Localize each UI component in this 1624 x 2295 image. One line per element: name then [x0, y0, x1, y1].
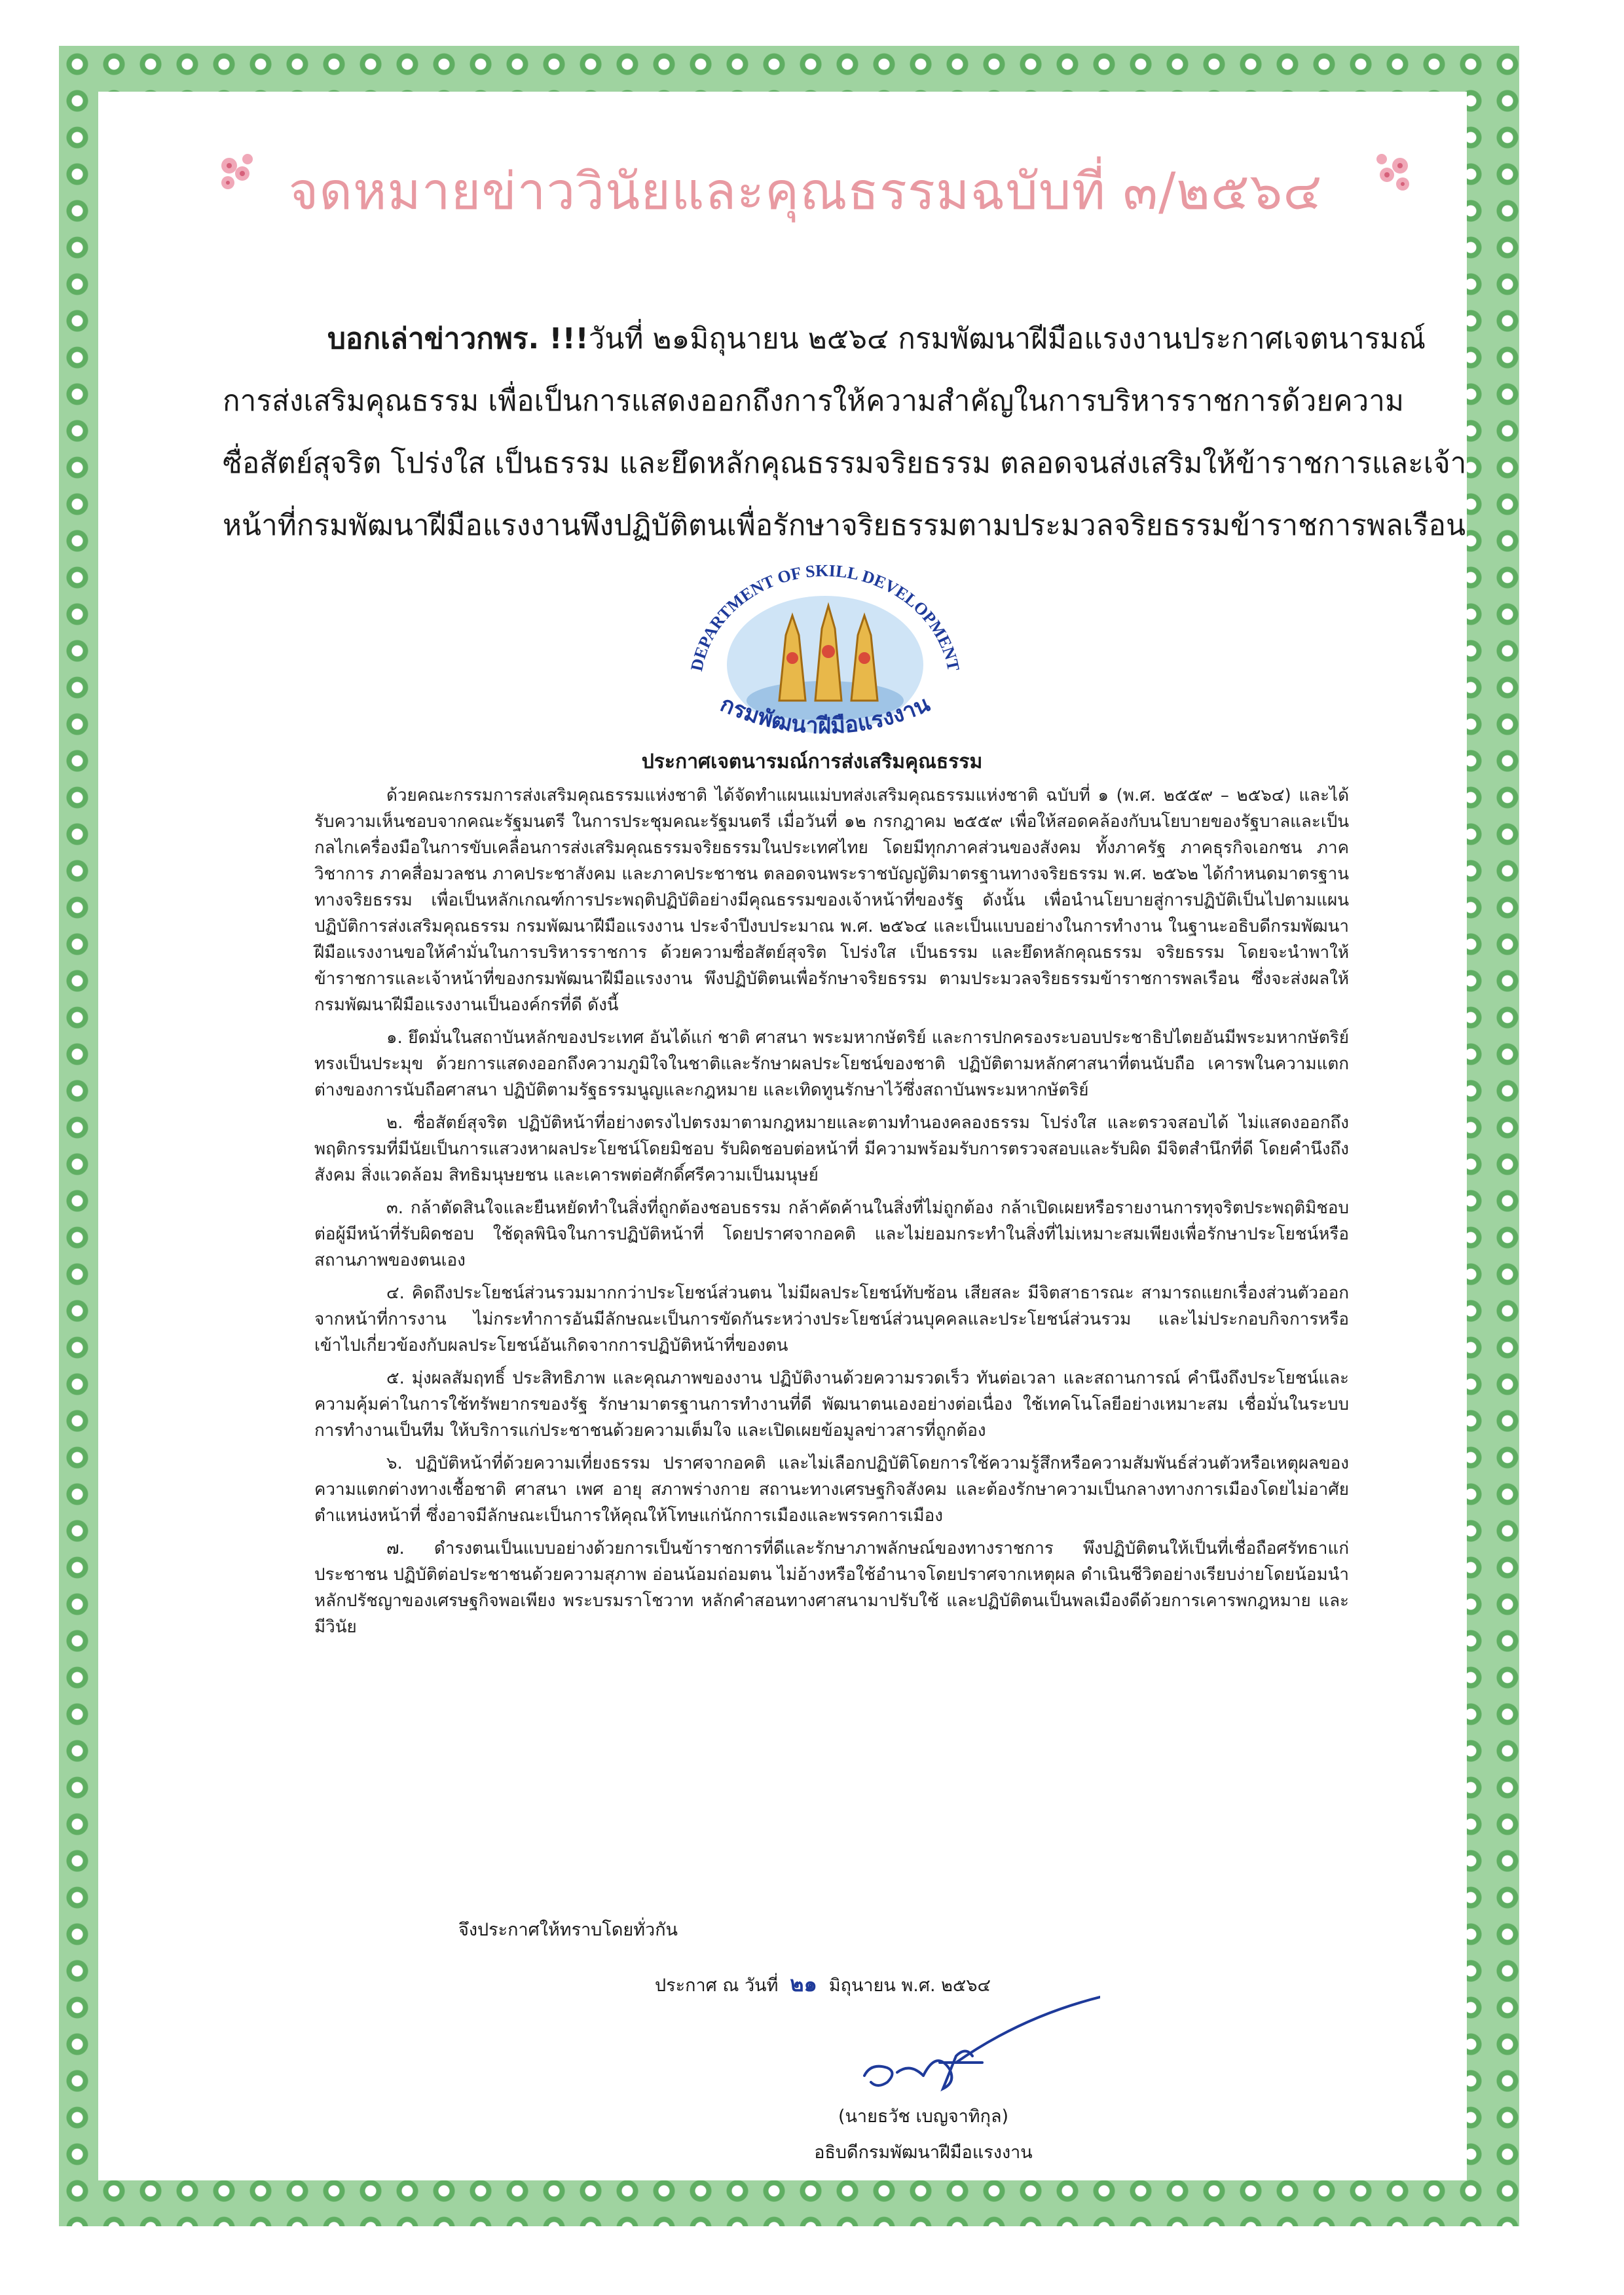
- department-emblem-logo: [661, 537, 989, 760]
- announcement-title: ประกาศเจตนารมณ์การส่งเสริมคุณธรรม: [641, 750, 983, 773]
- announcement-item-6: ๖. ปฏิบัติหน้าที่ด้วยความเที่ยงธรรม ปราศจากอคติ และไม่เลือกปฏิบัติโดยการใช้ความรู้สึกหรือความสัมพันธ์ส่วนตัวหรือเหตุผลของความแตกต่างทางเชื้อชาติ ศาสนา เพศ อายุ สภาพร่างกาย สถานะทางเศรษฐกิจสังคม และต้องรักษาความเป็นกลางทางการเมืองโดยไม่อาศัยตำแหน่งหน้าที่ ซึ่งอาจมีลักษณะเป็นการให้คุณให้โทษแก่นักการเมืองและพรรคการเมือง: [314, 1454, 1349, 1526]
- announcement-body: [314, 782, 1349, 1647]
- intro-paragraph: [223, 308, 1467, 557]
- closing-statement: จึงประกาศให้ทราบโดยทั่วกัน: [458, 1920, 678, 1940]
- svg-text:DEPARTMENT OF SKILL DEVELOPMEN: DEPARTMENT OF SKILL DEVELOPMENT: [687, 560, 963, 673]
- announcement-item-1: ๑. ยึดมั่นในสถาบันหลักของประเทศ อันได้แก่ ชาติ ศาสนา พระมหากษัตริย์ และการปกครองระบอบประชาธิปไตยอันมีพระมหากษัตริย์ทรงเป็นประมุข ด้วยการแสดงออกถึงความภูมิใจในชาติและรักษาผลประโยชน์ของชาติ ปฏิบัติตามหลักศาสนาที่ตนนับถือ เคารพในความแตกต่างของการนับถือศาสนา ปฏิบัติตามรัฐธรรมนูญและกฎหมาย และเทิดทูนรักษาไว้ซึ่งสถาบันพระมหากษัตริย์: [314, 1028, 1349, 1100]
- date-day: ๒๑: [790, 1972, 817, 1996]
- svg-text:กรมพัฒนาฝีมือแรงงาน: กรมพัฒนาฝีมือแรงงาน: [716, 691, 934, 740]
- announcement-item-5: ๕. มุ่งผลสัมฤทธิ์ ประสิทธิภาพ และคุณภาพของงาน ปฏิบัติงานด้วยความรวดเร็ว ทันต่อเวลา และสถานการณ์ คำนึงถึงประโยชน์และความคุ้มค่าในการใช้ทรัพยากรของรัฐ รักษามาตรฐานการทำงานที่ดี พัฒนาตนเองอย่างต่อเนื่อง ใช้เทคโนโลยีอย่างเหมาะสม เชื่อมั่นในระบบการทำงานเป็นทีม ให้บริการแก่ประชาชนด้วยความเต็มใจ และเปิดเผยข้อมูลข่าวสารที่ถูกต้อง: [314, 1368, 1349, 1441]
- date-suffix: มิถุนายน พ.ศ. ๒๕๖๔: [828, 1975, 991, 1996]
- handwritten-signature: [825, 1991, 1100, 2102]
- newsletter-title: จดหมายข่าววินัยและคุณธรรมฉบับที่ ๓/๒๕๖๔: [288, 162, 1323, 221]
- announcement-item-4: ๔. คิดถึงประโยชน์ส่วนรวมมากกว่าประโยชน์ส่วนตน ไม่มีผลประโยชน์ทับซ้อน เสียสละ มีจิตสาธารณะ สามารถแยกเรื่องส่วนตัวออกจากหน้าที่การงาน ไม่กระทำการอันมีลักษณะเป็นการขัดกันระหว่างประโยชน์ส่วนบุคคลและประโยชน์ส่วนรวม และไม่ประกอบกิจการหรือเข้าไปเกี่ยวข้องกับผลประโยชน์อันเกิดจากการปฏิบัติหน้าที่ของตน: [314, 1283, 1349, 1355]
- intro-text: วันที่ ๒๑มิถุนายน ๒๕๖๔ กรมพัฒนาฝีมือแรงงานประกาศเจตนารมณ์การส่งเสริมคุณธรรม เพื่อเป็นการแสดงออกถึงการให้ความสำคัญในการบริหารราชการด้วยความซื่อสัตย์สุจริต โปร่งใส เป็นธรรม และยึดหลักคุณธรรมจริยธรรม ตลอดจนส่งเสริมให้ข้าราชการและเจ้าหน้าที่กรมพัฒนาฝีมือแรงงานพึงปฏิบัติตนเพื่อรักษาจริยธรรมตามประมวลจริยธรรมข้าราชการพลเรือน: [223, 322, 1467, 542]
- signer-position: อธิบดีกรมพัฒนาฝีมือแรงงาน: [814, 2142, 1033, 2163]
- announcement-preamble: ด้วยคณะกรรมการส่งเสริมคุณธรรมแห่งชาติ ได้จัดทำแผนแม่บทส่งเสริมคุณธรรมแห่งชาติ ฉบับที่ ๑ (พ.ศ. ๒๕๕๙ – ๒๕๖๔) และได้รับความเห็นชอบจากคณะรัฐมนตรี ในการประชุมคณะรัฐมนตรี เมื่อวันที่ ๑๒ กรกฎาคม ๒๕๕๙ เพื่อให้สอดคล้องกับนโยบายของรัฐบาลและเป็นกลไกเครื่องมือในการขับเคลื่อนการส่งเสริมคุณธรรมจริยธรรมในประเทศไทย โดยมีทุกภาคส่วนของสังคม ทั้งภาครัฐ ภาคธุรกิจเอกชน ภาควิชาการ ภาคสื่อมวลชน ภาคประชาสังคม และภาคประชาชน ตลอดจนพระราชบัญญัติมาตรฐานทางจริยธรรม พ.ศ. ๒๕๖๒ ได้กำหนดมาตรฐานทางจริยธรรม เพื่อเป็นหลักเกณฑ์การประพฤติปฏิบัติอย่างมีคุณธรรมของเจ้าหน้าที่ของรัฐ ดังนั้น เพื่อนำนโยบายสู่การปฏิบัติเป็นไปตามแผนปฏิบัติการส่งเสริมคุณธรรม กรมพัฒนาฝีมือแรงงาน ประจำปีงบประมาณ พ.ศ. ๒๕๖๔ และเป็นแบบอย่างในการทำงาน ในฐานะอธิบดีกรมพัฒนาฝีมือแรงงานขอให้คำมั่นในการบริหารราชการ ด้วยความซื่อสัตย์สุจริต โปร่งใส เป็นธรรม และยึดหลักคุณธรรม จริยธรรม โดยจะนำพาให้ข้าราชการและเจ้าหน้าที่ของกรมพัฒนาฝีมือแรงงาน พึงปฏิบัติตนเพื่อรักษาจริยธรรม ตามประมวลจริยธรรมข้าราชการพลเรือน ซึ่งจะส่งผลให้กรมพัฒนาฝีมือแรงงานเป็นองค์กรที่ดี ดังนี้: [314, 786, 1349, 1015]
- intro-lead: บอกเล่าข่าวกพร. !!!: [327, 322, 589, 356]
- announcement-item-7: ๗. ดำรงตนเป็นแบบอย่างด้วยการเป็นข้าราชการที่ดีและรักษาภาพลักษณ์ของทางราชการ พึงปฏิบัติตนให้เป็นที่เชื่อถือศรัทธาแก่ประชาชน ปฏิบัติต่อประชาชนด้วยความสุภาพ อ่อนน้อมถ่อมตน ไม่อ้างหรือใช้อำนาจโดยปราศจากเหตุผล ดำเนินชีวิตอย่างเรียบง่ายโดยน้อมนำหลักปรัชญาของเศรษฐกิจพอเพียง พระบรมราโชวาท หลักคำสอนทางศาสนามาปรับใช้ และปฏิบัติตนเป็นพลเมืองดีด้วยการเคารพกฎหมาย และมีวินัย: [314, 1539, 1349, 1637]
- date-prefix: ประกาศ ณ วันที่: [655, 1975, 779, 1996]
- announcement-item-2: ๒. ซื่อสัตย์สุจริต ปฏิบัติหน้าที่อย่างตรงไปตรงมาตามกฎหมายและตามทำนองคลองธรรม โปร่งใส และตรวจสอบได้ ไม่แสดงออกถึงพฤติกรรมที่มีนัยเป็นการแสวงหาผลประโยชน์โดยมิชอบ รับผิดชอบต่อหน้าที่ มีความพร้อมรับการตรวจสอบและรับผิด มีจิตสำนึกที่ดี โดยคำนึงถึงสังคม สิ่งแวดล้อม สิทธิมนุษยชน และเคารพต่อศักดิ์ศรีความเป็นมนุษย์: [314, 1113, 1349, 1185]
- signer-name: (นายธวัช เบญจาทิกุล): [838, 2106, 1009, 2127]
- announcement-item-3: ๓. กล้าตัดสินใจและยืนหยัดทำในสิ่งที่ถูกต้องชอบธรรม กล้าคัดค้านในสิ่งที่ไม่ถูกต้อง กล้าเปิดเผยหรือรายงานการทุจริตประพฤติมิชอบต่อผู้มีหน้าที่รับผิดชอบ ใช้ดุลพินิจในการปฏิบัติหน้าที่ โดยปราศจากอคติ และไม่ยอมกระทำในสิ่งที่ไม่เหมาะสมเพียงเพื่อรักษาประโยชน์หรือสถานภาพของตนเอง: [314, 1198, 1349, 1270]
